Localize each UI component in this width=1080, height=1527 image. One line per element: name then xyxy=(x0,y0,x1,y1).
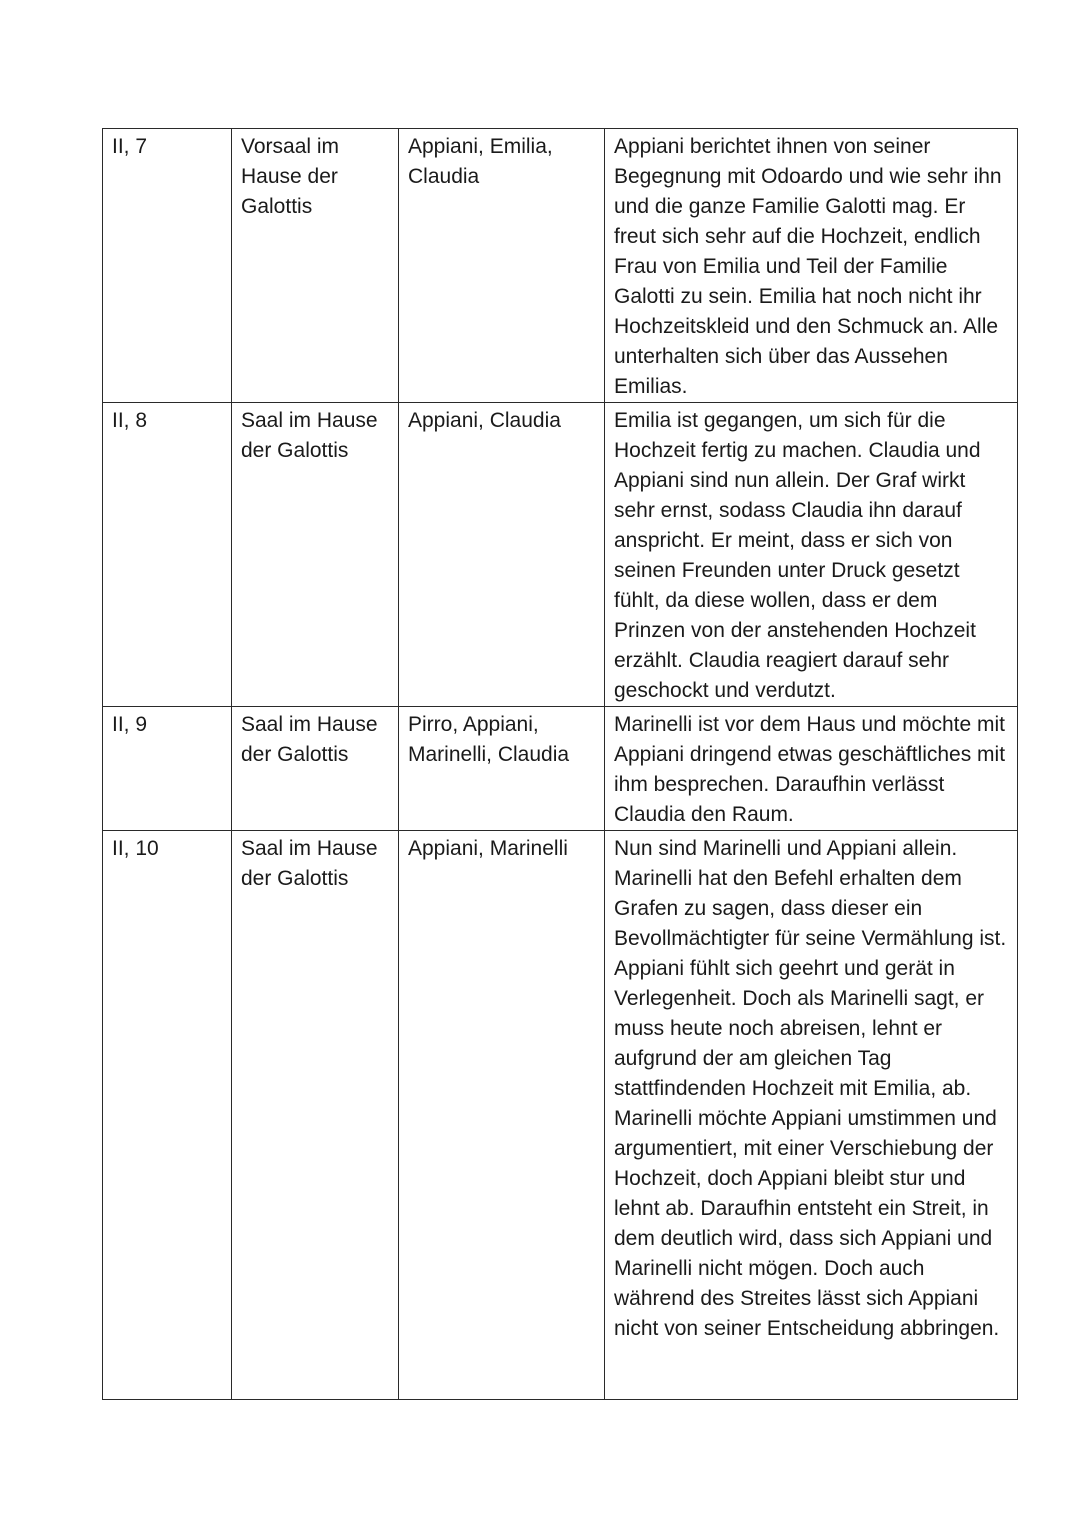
scene-summary: Emilia ist gegangen, um sich für die Hochzeit fertig zu machen. Claudia und Appiani sind nun allein. Der Graf wirkt sehr ernst, sodass Claudia ihn darauf anspricht. Er meint, dass er sich von seinen Freunden unter Druck gesetzt fühlt, da diese wollen, dass er dem Prinzen von der anstehenden Hochzeit erzählt. Claudia reagiert darauf sehr geschockt und verdutzt. xyxy=(614,409,981,702)
scene-location: Saal im Hause der Galottis xyxy=(241,409,378,462)
scene-location: Vorsaal im Hause der Galottis xyxy=(241,135,340,218)
characters-cell xyxy=(399,129,605,403)
location-cell xyxy=(232,403,399,707)
scene-characters: Pirro, Appiani, Marinelli, Claudia xyxy=(408,713,570,766)
scene-number: II, 8 xyxy=(112,409,148,432)
scene-cell xyxy=(103,403,232,707)
scene-characters: Appiani, Marinelli xyxy=(408,837,568,860)
scene-characters: Appiani, Emilia, Claudia xyxy=(408,135,553,188)
characters-cell xyxy=(399,707,605,831)
scene-location: Saal im Hause der Galottis xyxy=(241,713,378,766)
scene-summary: Nun sind Marinelli und Appiani allein. Marinelli hat den Befehl erhalten dem Grafen zu sagen, dass dieser ein Bevollmächtigter für seine Vermählung ist. Appiani fühlt sich geehrt und gerät in Verlegenheit. Doch als Marinelli sagt, er muss heute noch abreisen, lehnt er aufgrund der am gleichen Tag stattfindenden Hochzeit mit Emilia, ab. Marinelli möchte Appiani umstimmen und argumentiert, mit einer Verschiebung der Hochzeit, doch Appiani bleibt stur und lehnt ab. Daraufhin entsteht ein Streit, in dem deutlich wird, dass sich Appiani und Marinelli nicht mögen. Doch auch während des Streites lässt sich Appiani nicht von seiner Entscheidung abbringen. xyxy=(614,837,1007,1340)
scene-summary: Marinelli ist vor dem Haus und möchte mit Appiani dringend etwas geschäftliches mit ihm besprechen. Daraufhin verlässt Claudia den Raum. xyxy=(614,713,1006,826)
summary-cell xyxy=(605,707,1018,831)
location-cell xyxy=(232,831,399,1400)
scene-summary: Appiani berichtet ihnen von seiner Begegnung mit Odoardo und wie sehr ihn und die ganze Familie Galotti mag. Er freut sich sehr auf die Hochzeit, endlich Frau von Emilia und Teil der Familie Galotti zu sein. Emilia hat noch nicht ihr Hochzeitskleid und den Schmuck an. Alle unterhalten sich über das Aussehen Emilias. xyxy=(614,135,1002,398)
scene-cell xyxy=(103,707,232,831)
summary-cell xyxy=(605,831,1018,1400)
scene-number: II, 7 xyxy=(112,135,148,158)
table-row xyxy=(103,129,1018,403)
scene-summary-table xyxy=(102,128,1018,1400)
scene-cell xyxy=(103,129,232,403)
table-row xyxy=(103,831,1018,1400)
scene-number: II, 10 xyxy=(112,837,159,860)
table-row xyxy=(103,707,1018,831)
table-row xyxy=(103,403,1018,707)
scene-number: II, 9 xyxy=(112,713,148,736)
scene-cell xyxy=(103,831,232,1400)
characters-cell xyxy=(399,403,605,707)
characters-cell xyxy=(399,831,605,1400)
summary-cell xyxy=(605,403,1018,707)
scene-characters: Appiani, Claudia xyxy=(408,409,561,432)
location-cell xyxy=(232,129,399,403)
scene-location: Saal im Hause der Galottis xyxy=(241,837,378,890)
location-cell xyxy=(232,707,399,831)
summary-cell xyxy=(605,129,1018,403)
